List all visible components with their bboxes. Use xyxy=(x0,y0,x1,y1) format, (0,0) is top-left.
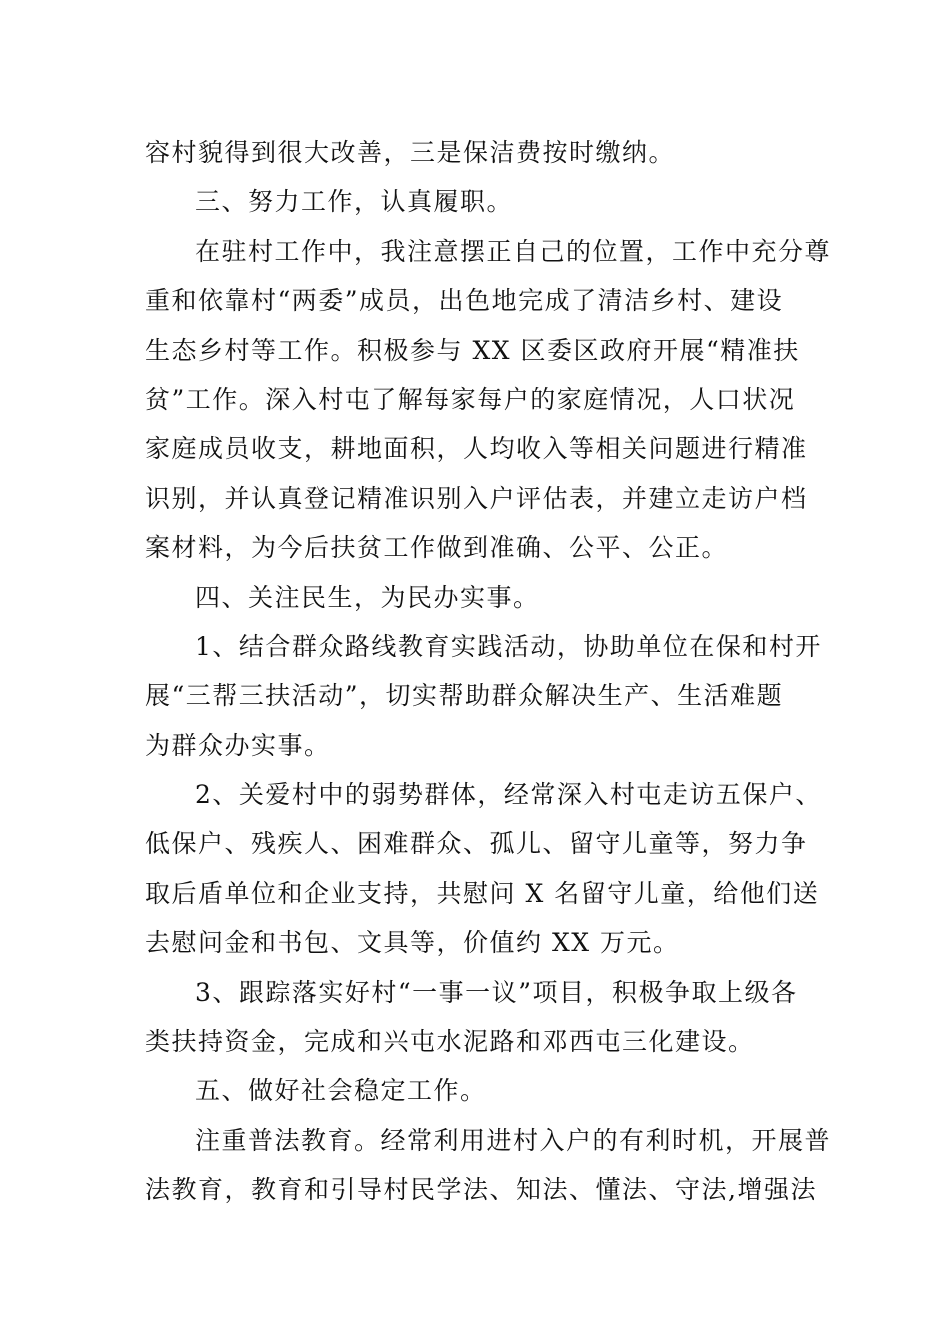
paragraph-line: 家庭成员收支，耕地面积，人均收入等相关问题进行精准 xyxy=(145,434,808,464)
paragraph-line: 注重普法教育。经常利用进村入户的有利时机，开展普 xyxy=(195,1125,832,1155)
section-heading-5: 五、做好社会稳定工作。 xyxy=(195,1076,487,1106)
section-heading-4: 四、关注民生，为民办实事。 xyxy=(195,582,540,612)
list-item-2: 2、关爱村中的弱势群体，经常深入村屯走访五保户、 xyxy=(195,780,822,810)
paragraph-line: 案材料，为今后扶贫工作做到准确、公平、公正。 xyxy=(145,533,729,563)
paragraph-line: 取后盾单位和企业支持，共慰问 X 名留守儿童，给他们送 xyxy=(145,878,820,908)
document-body xyxy=(145,128,832,1215)
paragraph-line: 为群众办实事。 xyxy=(145,730,331,760)
section-heading-3: 三、努力工作，认真履职。 xyxy=(195,187,514,217)
paragraph-line: 在驻村工作中，我注意摆正自己的位置，工作中充分尊 xyxy=(195,236,832,266)
paragraph-line: 低保户、残疾人、困难群众、孤儿、留守儿童等，努力争 xyxy=(145,829,808,859)
paragraph-line: 类扶持资金，完成和兴屯水泥路和邓西屯三化建设。 xyxy=(145,1027,755,1057)
paragraph-line: 去慰问金和书包、文具等，价值约 XX 万元。 xyxy=(145,928,680,958)
paragraph-line: 贫”工作。深入村屯了解每家每户的家庭情况，人口状况 xyxy=(145,384,796,414)
paragraph-line: 展“三帮三扶活动”，切实帮助群众解决生产、生活难题 xyxy=(145,681,784,711)
list-item-1: 1、结合群众路线教育实践活动，协助单位在保和村开 xyxy=(195,631,822,661)
paragraph-line: 容村貌得到很大改善，三是保洁费按时缴纳。 xyxy=(145,138,676,167)
paragraph-line: 重和依靠村“两委”成员，出色地完成了清洁乡村、建设 xyxy=(145,286,784,316)
list-item-3: 3、跟踪落实好村“一事一议”项目，积极争取上级各 xyxy=(195,977,798,1007)
paragraph-line: 识别，并认真登记精准识别入户评估表，并建立走访户档 xyxy=(145,483,808,513)
paragraph-line: 法教育，教育和引导村民学法、知法、懂法、守法,增强法 xyxy=(145,1175,817,1205)
paragraph-line: 生态乡村等工作。积极参与 XX 区委区政府开展“精准扶 xyxy=(145,335,800,365)
